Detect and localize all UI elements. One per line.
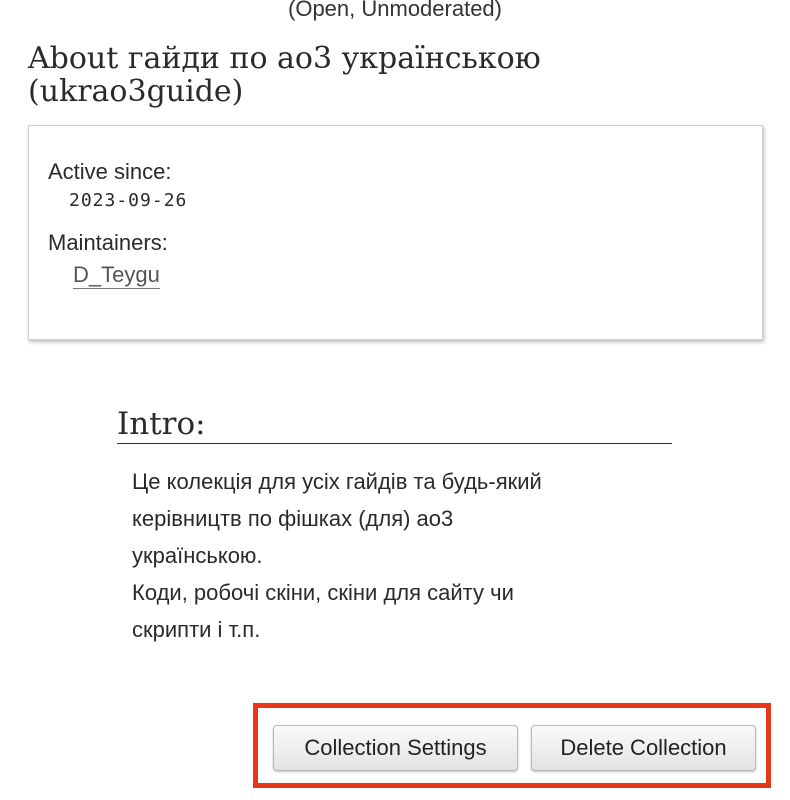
page-title bbox=[28, 42, 768, 108]
active-since-value: 2023-09-26 bbox=[69, 190, 188, 211]
page-title-line1: About гайди по ao3 українською bbox=[28, 41, 541, 76]
intro-line: Це колекція для усіх гайдів та будь-який bbox=[132, 469, 542, 494]
intro-heading: Intro: bbox=[117, 406, 672, 444]
delete-collection-button[interactable]: Delete Collection bbox=[531, 725, 756, 771]
maintainers-label: Maintainers: bbox=[48, 230, 168, 255]
intro-line: скрипти і т.п. bbox=[132, 617, 261, 642]
collection-settings-button[interactable]: Collection Settings bbox=[273, 725, 518, 771]
collection-meta-box bbox=[28, 125, 763, 340]
page-title-line2: (ukrao3guide) bbox=[28, 74, 244, 109]
intro-line: українською. bbox=[132, 543, 263, 568]
intro-line: Коди, робочі скіни, скіни для сайту чи bbox=[132, 580, 514, 605]
intro-line: керівництв по фішках (для) ao3 bbox=[132, 506, 454, 531]
maintainer-link[interactable]: D_Teygu bbox=[73, 262, 160, 287]
active-since-label: Active since: bbox=[48, 159, 172, 184]
intro-text bbox=[132, 463, 652, 648]
collection-status: (Open, Unmoderated) bbox=[288, 0, 502, 21]
